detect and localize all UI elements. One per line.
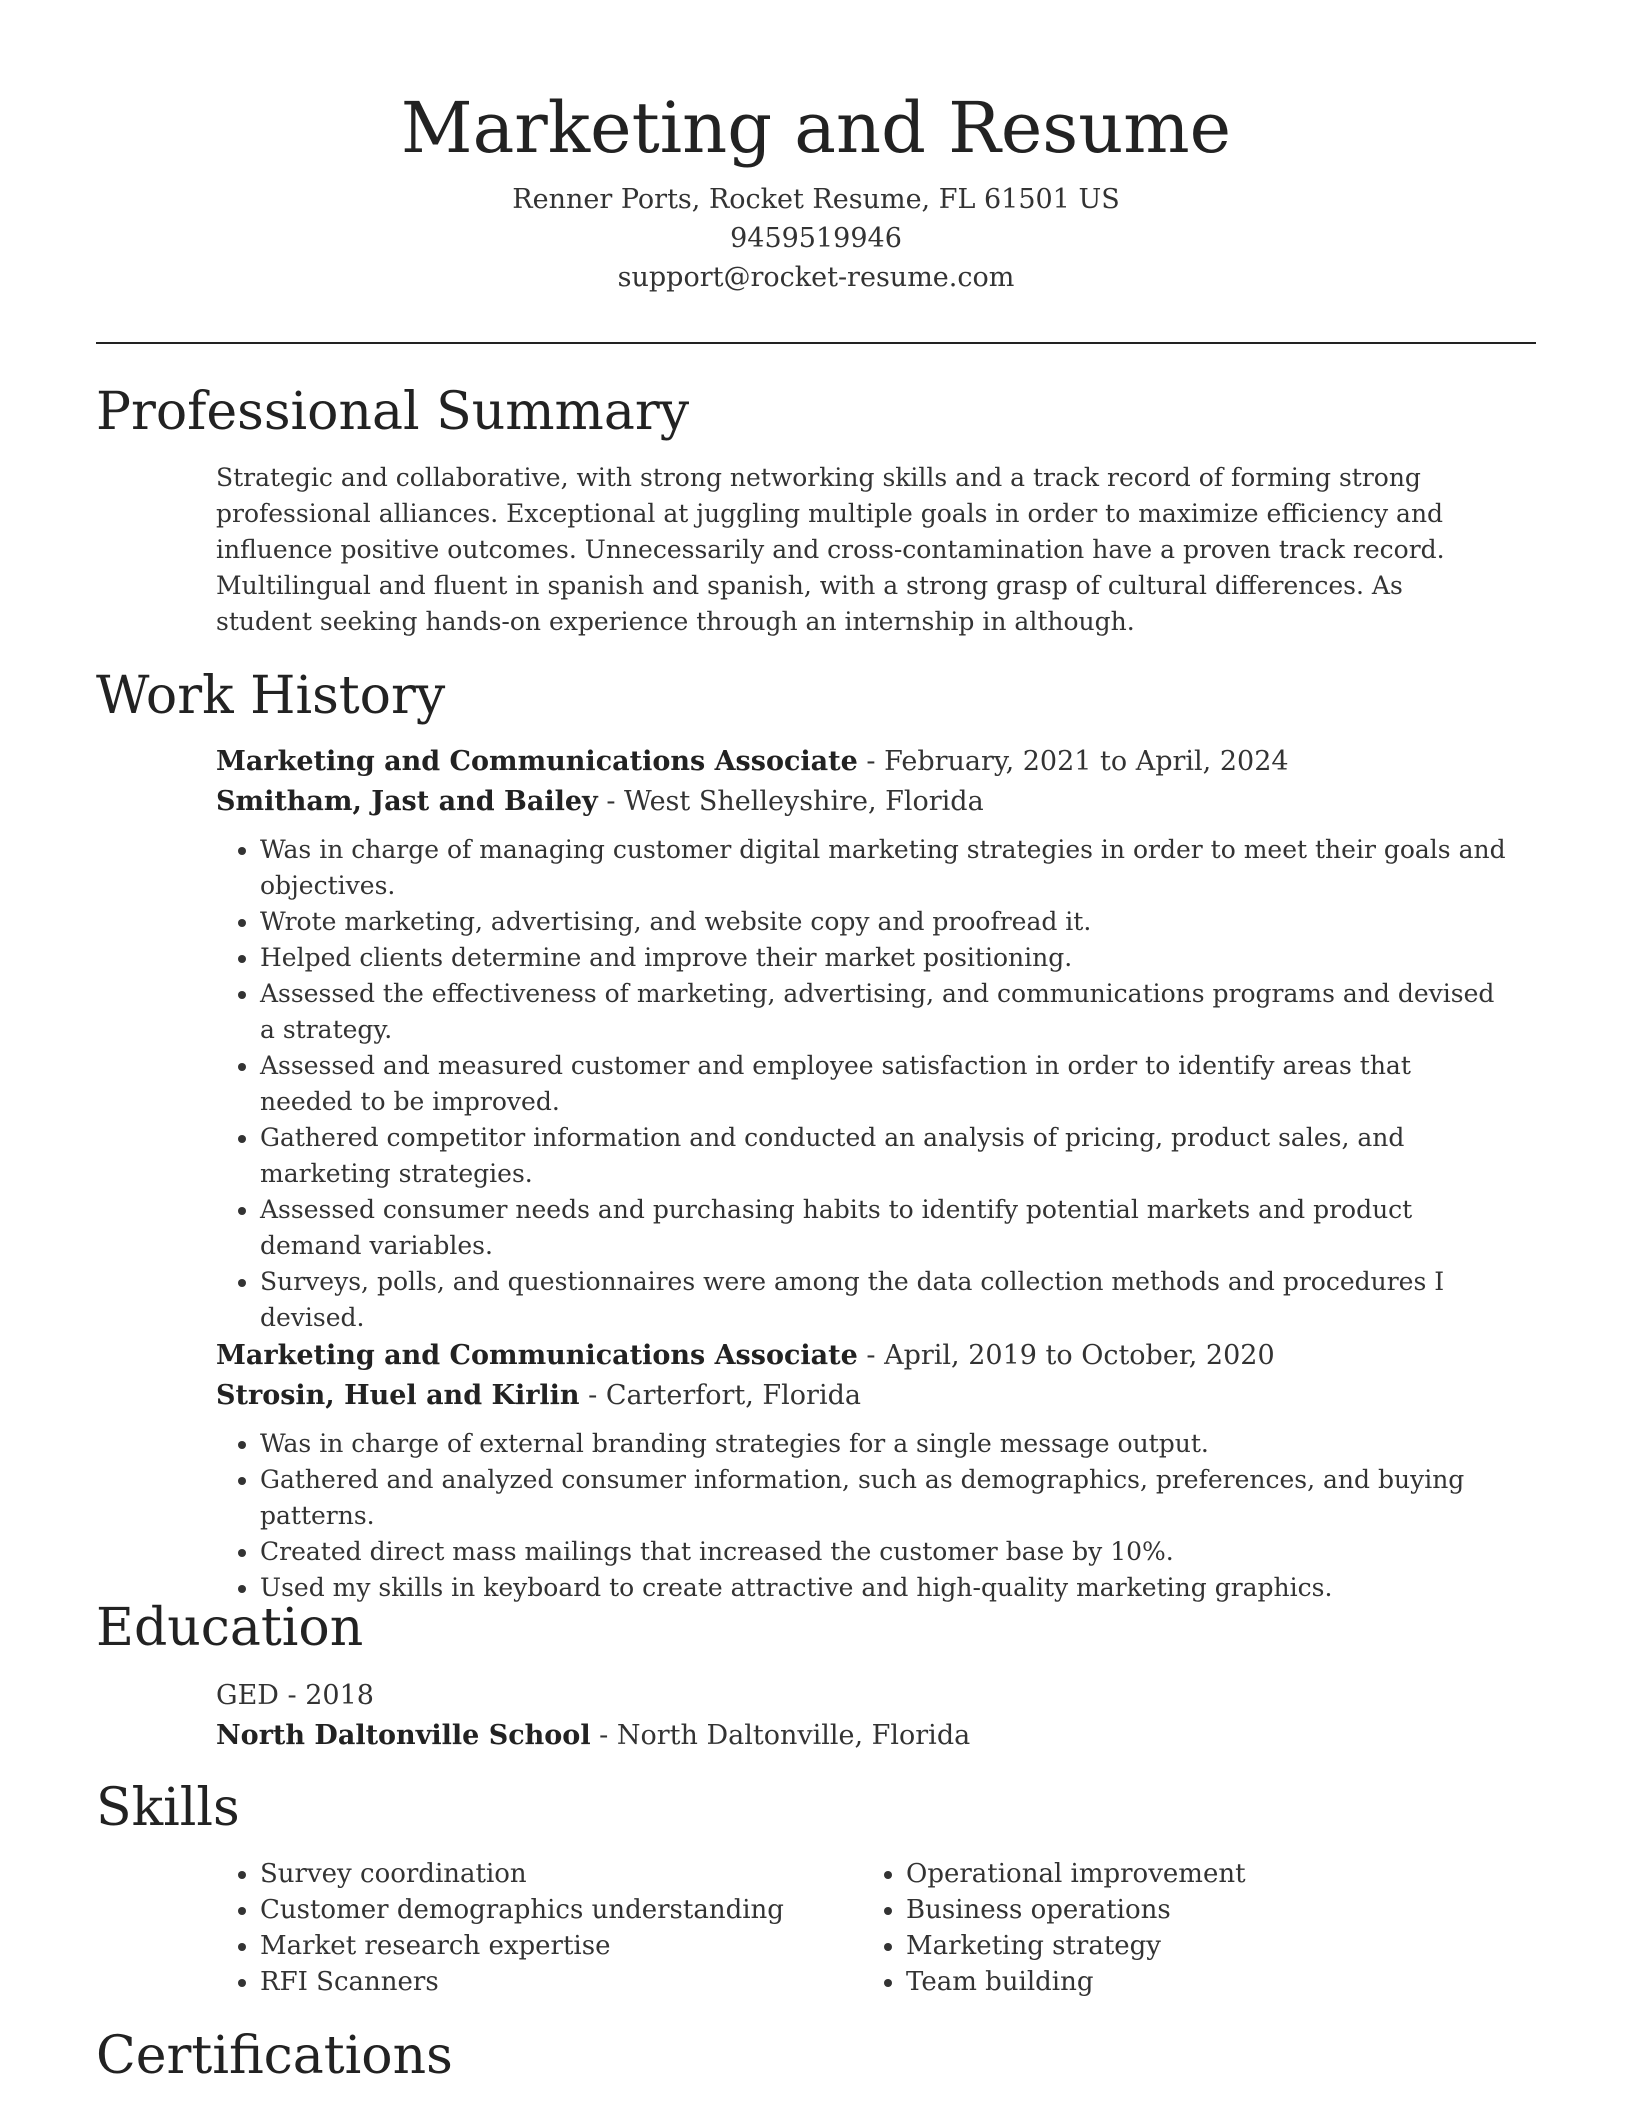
skill-item: • Market research expertise bbox=[260, 1928, 784, 1964]
job-role: Marketing and Communications Associate bbox=[216, 746, 858, 777]
section-title-skills: Skills bbox=[96, 1778, 240, 1838]
education-degree: GED bbox=[216, 1680, 279, 1711]
resume-name: Marketing and Resume bbox=[400, 87, 1232, 169]
section-title-work-history: Work History bbox=[96, 666, 446, 726]
job-role: Marketing and Communications Associate bbox=[216, 1340, 858, 1371]
job-company: Strosin, Huel and Kirlin bbox=[216, 1380, 580, 1411]
skill-item: • Team building bbox=[906, 1964, 1246, 2000]
skill-item: • Business operations bbox=[906, 1892, 1246, 1928]
job-dates: - February, 2021 to April, 2024 bbox=[857, 746, 1289, 777]
job-title-line bbox=[216, 1336, 1506, 1376]
header-divider bbox=[96, 342, 1536, 344]
job-bullet: • Used my skills in keyboard to create attractive and high-quality marketing graphics. bbox=[260, 1570, 1506, 1606]
section-title-summary: Professional Summary bbox=[96, 382, 690, 442]
skills-section bbox=[216, 1856, 1506, 2006]
job-bullet: • Assessed and measured customer and employee satisfaction in order to identify areas that needed to be improved. bbox=[260, 1048, 1506, 1120]
skill-item: • Marketing strategy bbox=[906, 1928, 1246, 1964]
job-entry bbox=[216, 1336, 1506, 1606]
job-bullet: • Assessed the effectiveness of marketing, advertising, and communications programs and devised a strategy. bbox=[260, 976, 1506, 1048]
contact-phone: 9459519946 bbox=[730, 223, 902, 254]
summary-text: Strategic and collaborative, with strong networking skills and a track record of forming strong professional alliances. Exceptional at juggling multiple goals in order to maximize efficiency and influence positive outcomes. Unnecessarily and cross-contamination have a proven track record. Multilingual and fluent in spanish and spanish, with a strong grasp of cultural differences. As student seeking hands-on experience through an internship in although. bbox=[216, 463, 1445, 636]
job-company-line bbox=[216, 1376, 1506, 1416]
section-title-education: Education bbox=[96, 1598, 364, 1658]
job-bullet: • Surveys, polls, and questionnaires were among the data collection methods and procedures I devised. bbox=[260, 1264, 1506, 1336]
job-bullet: • Wrote marketing, advertising, and website copy and proofread it. bbox=[260, 904, 1506, 940]
job-company: Smitham, Jast and Bailey bbox=[216, 786, 598, 817]
job-location: - Carterfort, Florida bbox=[579, 1380, 861, 1411]
contact-info bbox=[0, 180, 1632, 297]
job-bullet: • Gathered competitor information and conducted an analysis of pricing, product sales, and marketing strategies. bbox=[260, 1120, 1506, 1192]
education-degree-line bbox=[216, 1676, 1506, 1716]
education-location: - North Daltonville, Florida bbox=[590, 1720, 971, 1751]
education-school-line bbox=[216, 1716, 1506, 1756]
summary-section bbox=[216, 460, 1506, 640]
skills-column-left bbox=[216, 1856, 784, 2000]
section-title-certifications: Certifications bbox=[96, 2026, 453, 2086]
education-year: - 2018 bbox=[278, 1680, 374, 1711]
skill-item: • Customer demographics understanding bbox=[260, 1892, 784, 1928]
skill-item: • Operational improvement bbox=[906, 1856, 1246, 1892]
education-entry bbox=[216, 1676, 1506, 1756]
job-bullet-list bbox=[216, 832, 1506, 1336]
job-bullet: • Assessed consumer needs and purchasing habits to identify potential markets and product demand variables. bbox=[260, 1192, 1506, 1264]
job-bullet-list bbox=[216, 1426, 1506, 1606]
job-dates: - April, 2019 to October, 2020 bbox=[857, 1340, 1275, 1371]
job-bullet: • Was in charge of managing customer digital marketing strategies in order to meet their goals and objectives. bbox=[260, 832, 1506, 904]
job-entry bbox=[216, 742, 1506, 1336]
skill-item: • RFI Scanners bbox=[260, 1964, 784, 2000]
education-school: North Daltonville School bbox=[216, 1720, 591, 1751]
skills-column-right bbox=[862, 1856, 1246, 2000]
job-company-line bbox=[216, 782, 1506, 822]
job-bullet: • Created direct mass mailings that increased the customer base by 10%. bbox=[260, 1534, 1506, 1570]
job-bullet: • Helped clients determine and improve their market positioning. bbox=[260, 940, 1506, 976]
contact-email: support@rocket-resume.com bbox=[617, 262, 1015, 293]
skill-item: • Survey coordination bbox=[260, 1856, 784, 1892]
job-location: - West Shelleyshire, Florida bbox=[597, 786, 984, 817]
job-bullet: • Gathered and analyzed consumer information, such as demographics, preferences, and buying patterns. bbox=[260, 1462, 1506, 1534]
job-title-line bbox=[216, 742, 1506, 782]
job-bullet: • Was in charge of external branding strategies for a single message output. bbox=[260, 1426, 1506, 1462]
contact-address: Renner Ports, Rocket Resume, FL 61501 US bbox=[512, 184, 1120, 215]
resume-header bbox=[0, 82, 1632, 297]
